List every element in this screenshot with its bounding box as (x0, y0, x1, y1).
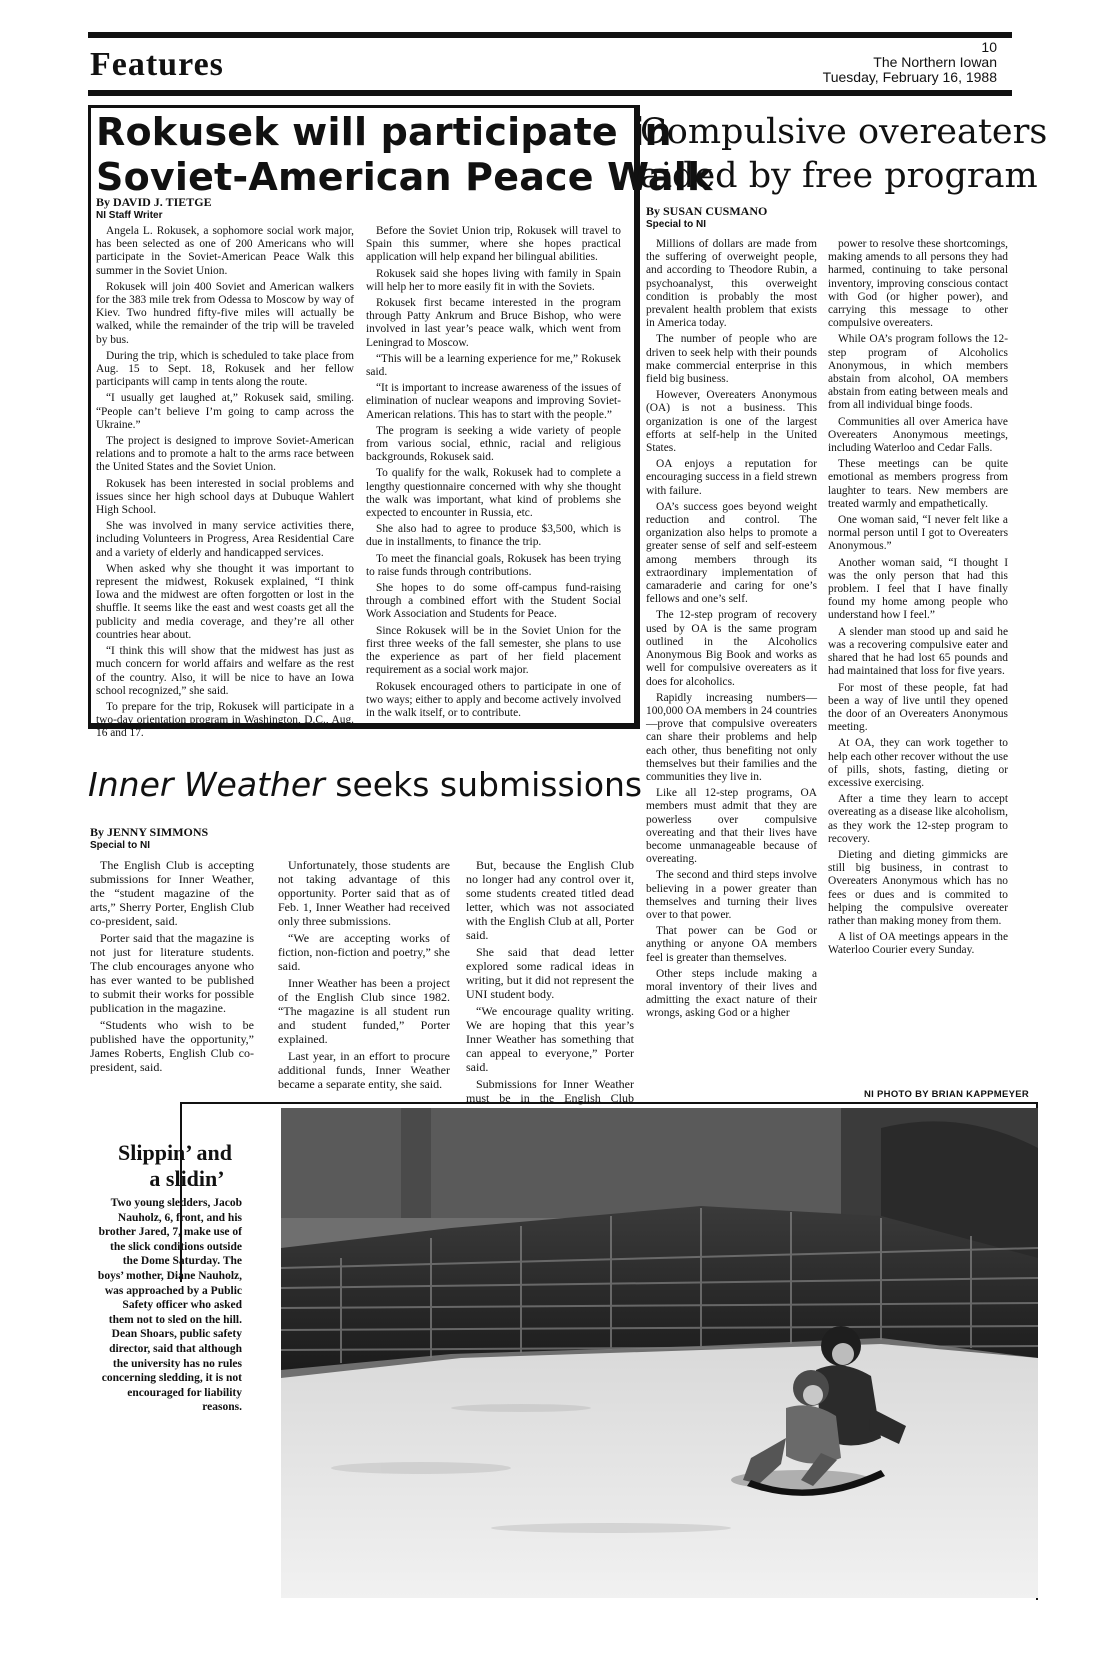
paragraph: When asked why she thought it was important to represent the midwest, Rokusek explained, “I think Iowa and the midwest are often forgotten or lost in the shuffle. It seems like the east and west coasts get all the publicity and media coverage, and they’re all other countries hear about. (96, 562, 354, 641)
paragraph: Rokusek first became interested in the program through Patty Ankrum and Bruce Bishop, who were involved in last year’s peace walk, which went from Leningrad to Moscow. (366, 297, 621, 349)
paragraph: But, because the English Club no longer had any control over it, some students created titled dead letter, which was not associated with the English Club at all, Porter said. (466, 858, 634, 942)
peace-walk-headline-line1: Rokusek will participate in (96, 110, 672, 154)
paragraph: The English Club is accepting submissions for Inner Weather, the “student magazine of the arts,” Sherry Porter, English Club co-president, said. (90, 858, 254, 928)
photo-title-line2: a slidin’ (149, 1166, 225, 1191)
peace-walk-headline (96, 110, 712, 200)
paragraph: The second and third steps involve believing in a power greater than themselves and turning their lives over to that power. (646, 869, 817, 921)
paragraph: Another woman said, “I thought I was the only person that had this problem. I feel that I have finally found my home among people who understand how I feel.” (828, 556, 1008, 622)
overeaters-headline-line2: aided by free program (640, 156, 1038, 196)
inner-weather-author: By JENNY SIMMONS (90, 825, 209, 839)
paragraph: Inner Weather has been a project of the English Club since 1982. “The magazine is all student run and student funded,” Porter explained. (278, 976, 450, 1046)
sledding-photo-image (281, 1108, 1038, 1598)
paragraph: “I usually get laughed at,” Rokusek said, smiling. “People can’t believe I’m going to camp across the Ukraine.” (96, 392, 354, 431)
photo-credit: NI PHOTO BY BRIAN KAPPMEYER (864, 1089, 1030, 1100)
paragraph: OA enjoys a reputation for encouraging success in a field strewn with failure. (646, 458, 817, 497)
paragraph: Before the Soviet Union trip, Rokusek will travel to Spain this summer, where she hopes practical application will help expand her bilingual abilities. (366, 225, 621, 264)
paragraph: OA’s success goes beyond weight reduction and control. The organization also helps to promote a greater sense of self and self-esteem among members through its extraordinary implementation of camaraderie and caring for one’s fellows and one’s self. (646, 500, 817, 606)
peace-walk-byline (96, 196, 212, 222)
paragraph: One woman said, “I never felt like a normal person until I got to Overeaters Anonymous.” (828, 514, 1008, 553)
paragraph: During the trip, which is scheduled to take place from Aug. 15 to Sept. 18, Rokusek and her fellow participants will camp in tents along the route. (96, 349, 354, 389)
paragraph: “I think this will show that the midwest has just as much concern for world affairs and welfare as the rest of the country. Also, it will be nice to have an Iowa school recognized,” she said. (96, 645, 354, 697)
paragraph: Rokusek has been interested in social problems and issues since her high school days at Dubuque Wahlert High School. (96, 477, 354, 517)
peace-walk-headline-line2: Soviet-American Peace Walk (96, 155, 713, 199)
paragraph: Dieting and dieting gimmicks are still big business, in contrast to Overeaters Anonymous which has no fees or dues and is commited to helping the compulsive overeater rather than making money from them. (828, 848, 1008, 927)
paragraph: At OA, they can work together to help each other recover without the use of pills, shots, fasting, dieting or excessive exercising. (828, 737, 1008, 789)
paragraph: Last year, in an effort to procure additional funds, Inner Weather became a separate entity, she said. (278, 1049, 450, 1091)
paragraph: A list of OA meetings appears in the Waterloo Courier every Sunday. (828, 931, 1008, 957)
paragraph: Rokusek will join 400 Soviet and American walkers for the 383 mile trek from Odessa to Moscow by way of Kiev. Two hundred fifty-five miles will actually be walked, while the remainder of the trip will be traveled by bus. (96, 280, 354, 346)
photo-cutline-title (110, 1140, 240, 1192)
overeaters-column-1 (646, 238, 817, 1024)
section-title: Features (90, 46, 224, 83)
overeaters-author-role: Special to NI (646, 219, 707, 230)
masthead-bottom-rule (88, 90, 1012, 96)
peace-walk-author: By DAVID J. TIETGE (96, 195, 212, 209)
paragraph: Millions of dollars are made from the suffering of overweight people, and according to Theodore Rubin, a psychoanalyst, this overweight condition is probably the most prevalent health problem that exists in America today. (646, 238, 817, 330)
overeaters-headline-line1: Compulsive overeaters (640, 112, 1048, 152)
paragraph: “We are accepting works of fiction, non-fiction and poetry,” she said. (278, 931, 450, 973)
paragraph: Porter said that the magazine is not just for literature students. The club encourages anyone who has ever wanted to be published to submit their works for possible publication in the magazine. (90, 931, 254, 1015)
overeaters-byline (646, 205, 767, 231)
inner-weather-author-role: Special to NI (90, 840, 151, 851)
inner-weather-column-3 (466, 858, 634, 1122)
masthead-info (823, 40, 997, 85)
issue-date: Tuesday, February 16, 1988 (822, 69, 997, 85)
paragraph: Other steps include making a moral inventory of their lives and admitting the exact nature of their wrongs, asking God or a higher (646, 967, 817, 1020)
paragraph: To qualify for the walk, Rokusek had to complete a lengthy questionnaire concerned with why she thought the walk was important, what kind of problems she expected to encounter in Russia, etc. (366, 467, 621, 520)
peace-walk-column-2 (366, 225, 621, 723)
sledding-photo (281, 1108, 1038, 1598)
paragraph: “This will be a learning experience for me,” Rokusek said. (366, 352, 621, 379)
paragraph: Like all 12-step programs, OA members must admit that they are powerless over compulsive overeating and that their lives have become unmanageable because of overeating. (646, 787, 817, 866)
paragraph: power to resolve these shortcomings, making amends to all persons they had harmed, continuing to take personal inventory, improving conscious contact with God (or higher power), and carrying this message to other compulsive overeaters. (828, 238, 1008, 330)
paragraph: Unfortunately, those students are not taking advantage of this opportunity. Porter said that as of Feb. 1, Inner Weather had received only three submissions. (278, 858, 450, 928)
paragraph: Rokusek said she hopes living with family in Spain will help her to more easily fit in with the Soviets. (366, 267, 621, 293)
inner-weather-headline-title: Inner Weather (88, 765, 325, 804)
paragraph: She said that dead letter explored some radical ideas in writing, but it did not represent the UNI student body. (466, 945, 634, 1001)
paragraph: Since Rokusek will be in the Soviet Union for the first three weeks of the fall semester, she plans to use the experience as part of her field placement requirement as a social work major. (366, 624, 621, 677)
photo-cutline: Two young sledders, Jacob Nauholz, 6, front, and his brother Jared, 7, make use of the slick conditions outside the Dome Saturday. The boys’ mother, Diane Nauholz, was approached by a Public Safety officer who asked them not to sled on the hill. Dean Shoars, public safety director, said that although the university has no rules concerning sledding, it is not encouraged for liability reasons. (97, 1197, 242, 1414)
inner-weather-column-2 (278, 858, 450, 1094)
inner-weather-byline (90, 826, 208, 852)
overeaters-author: By SUSAN CUSMANO (646, 204, 768, 218)
paragraph: After a time they learn to accept overeating as a disease like alcoholism, as they work the 12-step program to recovery. (828, 793, 1008, 845)
inner-weather-headline (88, 765, 642, 805)
paragraph: “It is important to increase awareness of the issues of elimination of nuclear weapons and improving Soviet-American relations. This has to start with the people.” (366, 382, 621, 421)
paragraph: Rokusek encouraged others to participate in one of two ways; either to apply and become actively involved in the walk itself, or to contribute. (366, 680, 621, 719)
overeaters-column-2 (828, 238, 1008, 961)
paragraph: To prepare for the trip, Rokusek will participate in a two-day orientation program in Washington, D.C., Aug. 16 and 17. (96, 700, 354, 740)
paragraph: The project is designed to improve Soviet-American relations and to promote a halt to the arms race between the United States and the Soviet Union. (96, 435, 354, 474)
photo-title-line1: Slippin’ and (118, 1140, 232, 1165)
paragraph: Rapidly increasing numbers—100,000 OA members in 24 countries—prove that compulsive overeaters can share their problems and help each other, thus benefiting not only themselves but their families and the communities they live in. (646, 691, 817, 783)
paragraph: These meetings can be quite emotional as members progress from laughter to tears. New members are treated warmly and empathetically. (828, 458, 1008, 510)
paragraph: She was involved in many service activities there, including Volunteers in Progress, Area Residential Care and a variety of elderly and handicapped services. (96, 520, 354, 559)
paragraph: The 12-step program of recovery used by OA is the same program outlined in the Alcoholics Anonymous Big Book and works as well for compulsive overeaters as it does for alcoholics. (646, 609, 817, 688)
paragraph: “Students who wish to be published have the opportunity,” James Roberts, English Club co-president, said. (90, 1018, 254, 1074)
paragraph: While OA’s program follows the 12-step program of Alcoholics Anonymous, in which members abstain from alcohol, OA members abstain from eating between meals and from all individual binge foods. (828, 333, 1008, 412)
paragraph: A slender man stood up and said he was a recovering compulsive eater and shared that he had lost 65 pounds and had maintained that loss for five years. (828, 625, 1008, 678)
paragraph: For most of these people, fat had been a way of live until they opened the door of an Overeaters Anonymous meeting. (828, 681, 1008, 734)
paragraph: That power can be God or anything or anyone OA members feel is greater than themselves. (646, 925, 817, 964)
masthead-top-rule (88, 32, 1012, 38)
inner-weather-headline-rest: seeks submissions (324, 765, 643, 804)
paragraph: “We encourage quality writing. We are hoping that this year’s Inner Weather has something that can appeal to everyone,” Porter said. (466, 1004, 634, 1074)
paragraph: The number of people who are driven to seek help with their pounds make commercial enterprise in this field big business. (646, 333, 817, 386)
inner-weather-column-1 (90, 858, 254, 1077)
paragraph: Angela L. Rokusek, a sophomore social work major, has been selected as one of 200 Americans who will participate in the Soviet-American Peace Walk this summer in the Soviet Union. (96, 225, 354, 277)
paper-name: The Northern Iowan (873, 54, 997, 70)
peace-walk-author-role: NI Staff Writer (96, 210, 163, 221)
peace-walk-column-1 (96, 225, 354, 744)
paragraph: Communities all over America have Overeaters Anonymous meetings, including Waterloo and Cedar Falls. (828, 415, 1008, 455)
paragraph: She also had to agree to produce $3,500, which is due in installments, to finance the trip. (366, 523, 621, 549)
overeaters-headline (640, 110, 1047, 198)
paragraph: However, Overeaters Anonymous (OA) is not a business. This organization is one of the largest efforts at self-help in the United States. (646, 389, 817, 455)
paragraph: Submissions for Inner Weather must be in the English Club (466, 1077, 634, 1105)
paragraph: The program is seeking a wide variety of people from various social, ethnic, racial and religious backgrounds, Rokusek said. (366, 424, 621, 464)
paragraph: She hopes to do some off-campus fund-raising through a combined effort with the Student Social Work Association and Students for Peace. (366, 582, 621, 621)
paragraph: To meet the financial goals, Rokusek has been trying to raise funds through contributions. (366, 552, 621, 578)
page-number: 10 (981, 39, 997, 55)
